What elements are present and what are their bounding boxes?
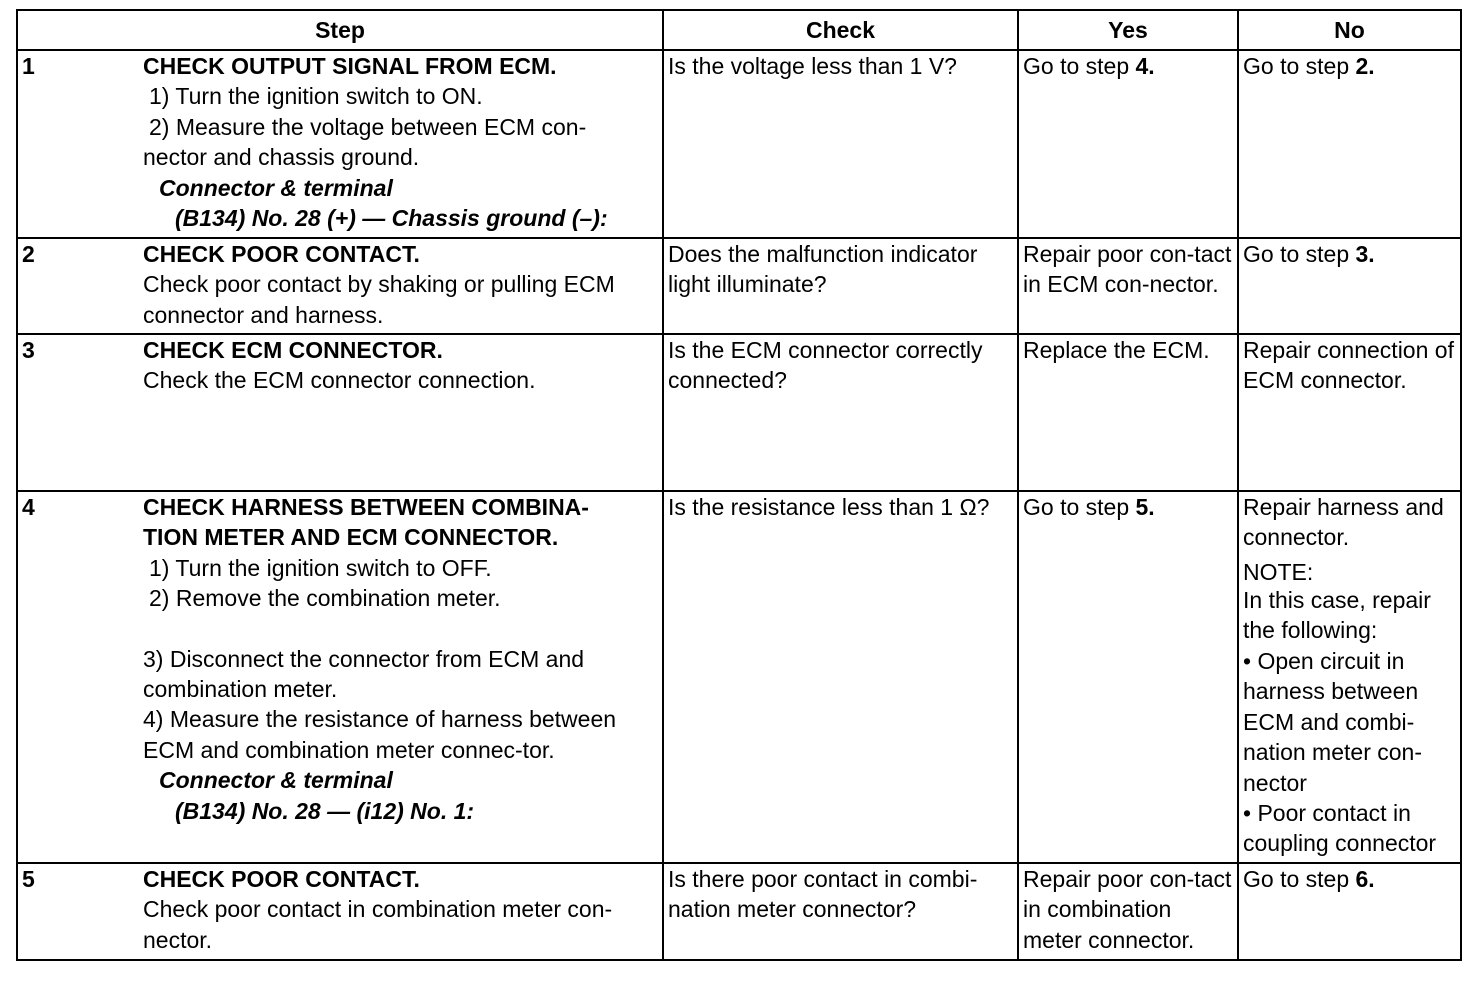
yes-cell: Repair poor con-tact in ECM con-nector. <box>1018 238 1238 334</box>
table-row <box>17 238 1461 334</box>
note-heading: NOTE: <box>1243 558 1314 585</box>
step-instruction: 2) Measure the voltage between ECM con- <box>149 113 587 140</box>
step-cell <box>139 238 663 334</box>
step-number: 2 <box>17 238 139 334</box>
yes-step-ref: 5. <box>1135 494 1155 520</box>
header-no: No <box>1238 10 1461 50</box>
yes-text: Go to step <box>1023 53 1136 79</box>
no-cell <box>1238 863 1461 960</box>
header-row <box>17 10 1461 50</box>
header-yes: Yes <box>1018 10 1238 50</box>
yes-text: Go to step <box>1023 494 1136 520</box>
step-number: 4 <box>17 491 139 863</box>
no-cell: Repair connection of ECM connector. <box>1238 334 1461 491</box>
yes-step-ref: 4. <box>1135 53 1155 79</box>
check-cell: Is the resistance less than 1 Ω? <box>663 491 1018 863</box>
step-cell <box>139 863 663 960</box>
step-instruction: nector and chassis ground. <box>143 144 420 171</box>
spacer <box>143 614 658 644</box>
no-step-ref: 3. <box>1355 241 1375 267</box>
connector-label: Connector & terminal <box>159 174 393 201</box>
step-number: 1 <box>17 50 139 238</box>
step-title: CHECK POOR CONTACT. <box>143 866 420 892</box>
yes-cell <box>1018 491 1238 863</box>
header-check: Check <box>663 10 1018 50</box>
diagnostic-table <box>16 9 1462 961</box>
table-row <box>17 491 1461 863</box>
step-instruction: 2) Remove the combination meter. <box>149 585 501 612</box>
step-instruction: 1) Turn the ignition switch to OFF. <box>149 554 492 581</box>
step-title: CHECK HARNESS BETWEEN COMBINA- <box>143 494 589 520</box>
no-text: Go to step <box>1243 866 1356 892</box>
table-row <box>17 334 1461 491</box>
step-title: CHECK OUTPUT SIGNAL FROM ECM. <box>143 53 557 79</box>
step-cell <box>139 50 663 238</box>
no-step-ref: 6. <box>1355 866 1375 892</box>
terminal-spec: (B134) No. 28 (+) — Chassis ground (–): <box>175 205 608 232</box>
yes-cell: Replace the ECM. <box>1018 334 1238 491</box>
step-title: CHECK POOR CONTACT. <box>143 241 420 267</box>
step-instruction: 3) Disconnect the connector from ECM and combination meter. <box>143 645 585 703</box>
bullet-item: • Open circuit in harness between ECM and combi-nation meter con-nector <box>1243 648 1422 796</box>
no-cell <box>1238 491 1461 863</box>
step-title: TION METER AND ECM CONNECTOR. <box>143 524 559 551</box>
no-step-ref: 2. <box>1355 53 1375 79</box>
check-cell: Does the malfunction indicator light illuminate? <box>663 238 1018 334</box>
step-instruction: Check the ECM connector connection. <box>143 367 536 394</box>
table-row <box>17 50 1461 238</box>
check-cell: Is there poor contact in combi-nation meter connector? <box>663 863 1018 960</box>
step-number: 5 <box>17 863 139 960</box>
no-cell <box>1238 50 1461 238</box>
step-instruction: Check poor contact by shaking or pulling ECM connector and harness. <box>143 271 615 328</box>
step-cell <box>139 491 663 863</box>
no-cell <box>1238 238 1461 334</box>
no-text: Go to step <box>1243 241 1356 267</box>
note-text: In this case, repair the following: <box>1243 586 1431 644</box>
check-cell: Is the voltage less than 1 V? <box>663 50 1018 238</box>
step-title: CHECK ECM CONNECTOR. <box>143 337 443 363</box>
step-cell <box>139 334 663 491</box>
yes-cell <box>1018 50 1238 238</box>
step-instruction: 1) Turn the ignition switch to ON. <box>149 83 483 110</box>
connector-label: Connector & terminal <box>159 767 393 794</box>
header-step: Step <box>17 10 663 50</box>
step-number: 3 <box>17 334 139 491</box>
no-text: Go to step <box>1243 53 1356 79</box>
yes-cell: Repair poor con-tact in combination meter connector. <box>1018 863 1238 960</box>
terminal-spec: (B134) No. 28 — (i12) No. 1: <box>175 797 475 824</box>
no-text: Repair harness and connector. <box>1243 494 1444 551</box>
step-instruction: Check poor contact in combination meter con-nector. <box>143 896 613 953</box>
step-instruction: 4) Measure the resistance of harness between ECM and combination meter connec-tor. <box>143 706 617 763</box>
table-row <box>17 863 1461 960</box>
check-cell: Is the ECM connector correctly connected? <box>663 334 1018 491</box>
bullet-item: • Poor contact in coupling connector <box>1243 800 1437 857</box>
